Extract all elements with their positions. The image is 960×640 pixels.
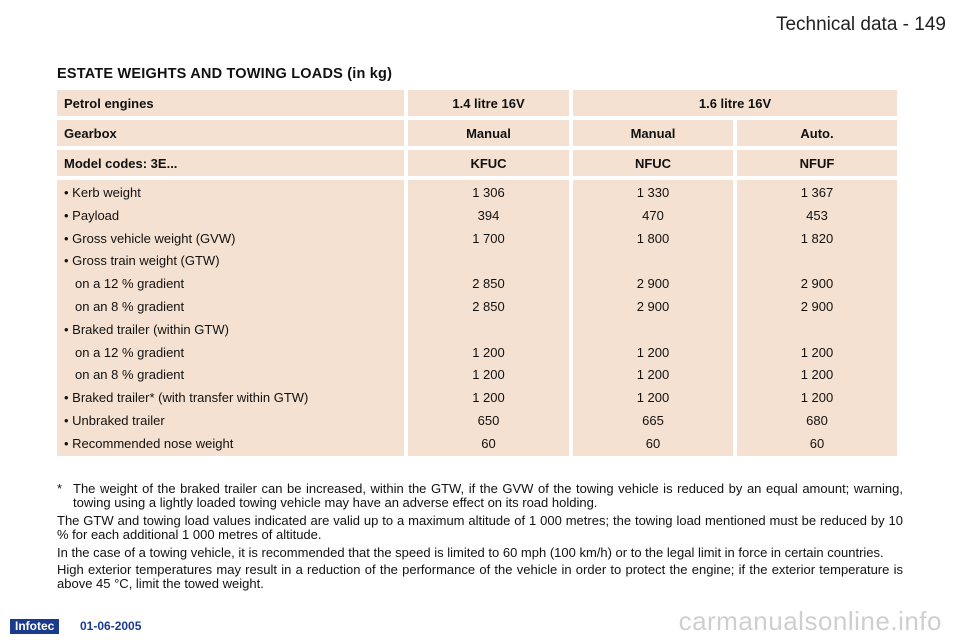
table-cell: [573, 319, 733, 342]
weights-table: [57, 90, 901, 456]
page-header-title: Technical data - 149: [775, 14, 946, 35]
table-cell: 1 820: [800, 230, 834, 246]
row-label: • Payload: [64, 207, 120, 223]
row-label: • Kerb weight: [64, 185, 141, 200]
row-label: • Gross train weight (GTW): [64, 253, 220, 269]
row-label: on a 12 % gradient: [75, 276, 185, 292]
row-label: on a 12 % gradient: [75, 344, 185, 360]
table-cell: [573, 250, 733, 273]
footer-date: 01-06-2005: [80, 619, 142, 633]
header-model-code-2: NFUC: [573, 150, 733, 176]
table-cell: [737, 319, 897, 342]
table-cell: 1 800: [636, 230, 670, 246]
header-label-gearbox: Gearbox: [57, 120, 404, 146]
table-cell: 1 200: [636, 390, 670, 406]
watermark: carmanualsonline.info: [678, 606, 942, 636]
note-speed: In the case of a towing vehicle, it is recommended that the speed is limited to 60 mph (100 km/h) or to the legal limit in force in certain countries.: [57, 544, 884, 560]
footnote-marker: *: [57, 481, 63, 496]
table-cell: 1 200: [800, 344, 834, 360]
footnote-text: The weight of the braked trailer can be increased, within the GTW, if the GVW of the towing vehicle is reduced by an equal amount; warning, towing using a lightly loaded towing vehicle may have an adverse effect on its road holding.: [73, 481, 903, 511]
table-cell: 1 306: [472, 185, 505, 200]
table-cell: 60: [481, 435, 496, 451]
header-gearbox-3: Auto.: [737, 120, 897, 146]
table-cell: 1 200: [472, 367, 505, 383]
table-cell: 1 200: [636, 344, 670, 360]
table-header-row-engines: [57, 90, 901, 116]
table-cell: 1 200: [800, 390, 834, 406]
table-header-row-model-codes: [57, 150, 901, 176]
note-altitude: The GTW and towing load values indicated are valid up to a maximum altitude of 1 000 metres; the towing load mentioned must be reduced by 10 % for each additional 1 000 metres of altitude.: [57, 512, 903, 543]
table-cell: 453: [806, 207, 828, 223]
table-cell: [408, 250, 569, 273]
header-label-engines: Petrol engines: [57, 90, 404, 116]
table-cell: 2 900: [636, 276, 670, 292]
header-gearbox-2: Manual: [573, 120, 733, 146]
table-cell: 680: [806, 412, 828, 428]
table-header-row-gearbox: [57, 120, 901, 146]
table-cell: 2 900: [800, 276, 834, 292]
table-cell: 2 850: [472, 276, 505, 292]
section-title: ESTATE WEIGHTS AND TOWING LOADS (in kg): [57, 66, 393, 82]
table-cell: 470: [642, 207, 664, 223]
header-engine-1-6: 1.6 litre 16V: [573, 90, 897, 116]
row-label: • Braked trailer (within GTW): [64, 321, 229, 337]
header-model-code-3: NFUF: [737, 150, 897, 176]
header-gearbox-1: Manual: [408, 120, 569, 146]
table-cell: 665: [642, 412, 664, 428]
header-model-code-1: KFUC: [408, 150, 569, 176]
table-cell: 1 200: [472, 344, 505, 360]
table-cell: 1 200: [800, 367, 834, 383]
note-temperature: High exterior temperatures may result in a reduction of the performance of the vehicle in order to protect the engine; if the exterior temperature is above 45 °C, limit the towed weight.: [57, 562, 903, 592]
table-cell: 1 367: [800, 185, 834, 200]
table-cell: 60: [809, 435, 825, 451]
body-labels-column: [57, 180, 404, 456]
footnote: [57, 482, 903, 511]
row-label: • Recommended nose weight: [64, 435, 234, 451]
table-cell: [737, 250, 897, 273]
table-cell: 2 850: [472, 298, 505, 314]
table-cell: 2 900: [800, 298, 834, 314]
body-column-kfuc: [408, 180, 569, 456]
notes-section: [57, 482, 903, 595]
table-body: [57, 180, 901, 456]
table-cell: 2 900: [636, 298, 670, 314]
row-label: on an 8 % gradient: [75, 298, 185, 314]
table-cell: 1 330: [636, 185, 670, 200]
row-label: • Gross vehicle weight (GVW): [64, 230, 236, 246]
table-cell: 1 700: [472, 230, 505, 246]
infotec-logo: Infotec: [10, 619, 59, 634]
header-label-model-codes: Model codes: 3E...: [57, 150, 404, 176]
table-cell: 60: [645, 435, 661, 451]
body-column-nfuf: [737, 180, 897, 456]
table-cell: 650: [477, 412, 500, 428]
table-cell: 394: [477, 207, 500, 223]
row-label: • Braked trailer* (with transfer within GTW): [64, 390, 309, 406]
table-cell: 1 200: [472, 390, 505, 406]
row-label: on an 8 % gradient: [75, 367, 185, 383]
header-engine-1-4: 1.4 litre 16V: [408, 90, 569, 116]
table-cell: [408, 319, 569, 342]
table-cell: 1 200: [636, 367, 670, 383]
row-label: • Unbraked trailer: [64, 412, 165, 428]
body-column-nfuc: [573, 180, 733, 456]
